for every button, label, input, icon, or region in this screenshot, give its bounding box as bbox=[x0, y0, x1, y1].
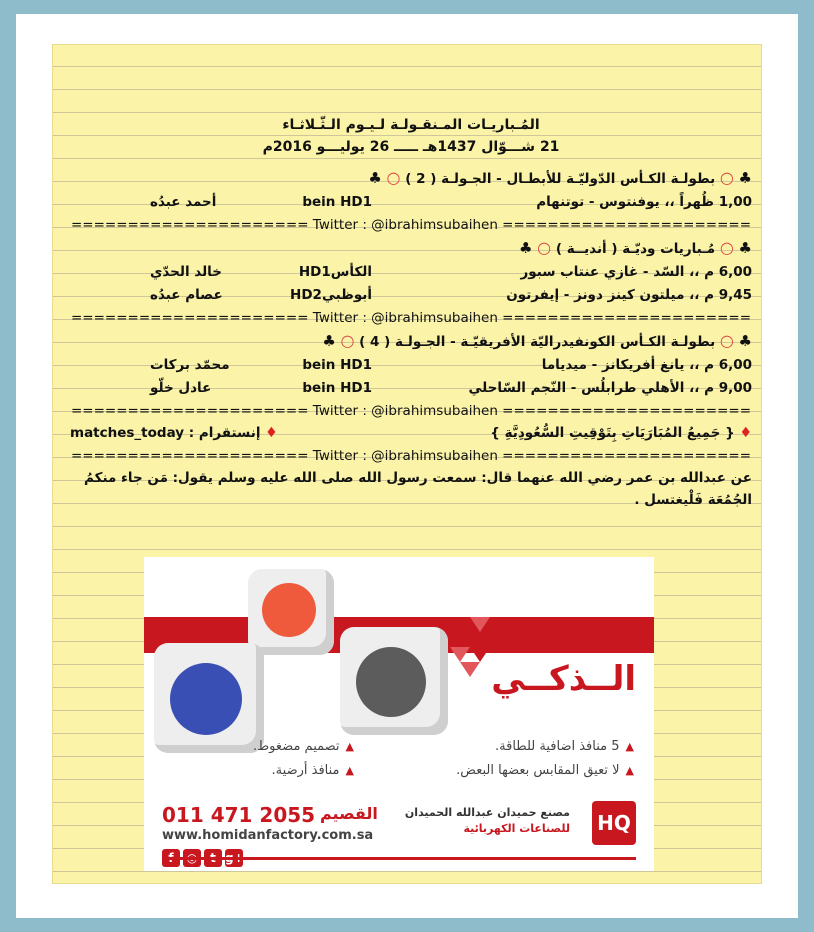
club-icon: ♣ bbox=[738, 239, 752, 257]
feature-item bbox=[384, 759, 634, 783]
diamond-icon: ♦ bbox=[265, 425, 278, 441]
feature-text: لا تعيق المقابس بعضها البعض. bbox=[456, 763, 620, 778]
match-commentator: خالد الحدّي bbox=[150, 264, 222, 280]
socket bbox=[170, 663, 242, 735]
hq-logo: HQ bbox=[592, 801, 636, 845]
circle-icon: ○ bbox=[719, 238, 734, 257]
match-commentator: محمّد بركات bbox=[150, 357, 230, 373]
feature-item bbox=[154, 759, 354, 783]
triangle-bullet-icon: ▲ bbox=[625, 740, 634, 753]
match-channel: الكأسHD1 bbox=[298, 264, 372, 280]
section-heading bbox=[70, 329, 752, 354]
grey-cube-image bbox=[340, 627, 448, 735]
page-title: المُـباريـات المـنقـولـة لـيـوم الـثّـلاثـاء bbox=[282, 117, 540, 133]
club-icon: ♣ bbox=[519, 239, 533, 257]
triangle-bullet-icon: ▲ bbox=[345, 740, 354, 753]
match-commentator: عصام عبدُه bbox=[150, 287, 223, 303]
section-title: مُـباريات وديّـة ( أنديــة ) bbox=[555, 241, 716, 257]
notebook-page bbox=[52, 44, 762, 884]
ad-title-line: المكعب bbox=[513, 615, 636, 655]
saudi-time-text: { جَمِيعُ المُبَارَيَاتِ بِتَوْقِيتِ السُّعُودِيَّةِ } bbox=[490, 425, 735, 441]
triangle-pattern-icon bbox=[450, 617, 490, 687]
match-channel: أبوظبيHD2 bbox=[290, 287, 372, 303]
ad-title bbox=[491, 613, 636, 701]
twitter-separator: ===================== Twitter : @ibrahimsubaihen ====================== bbox=[70, 310, 752, 326]
section-title: بطولـة الكـأس الكونفيدراليّة الأفريقيّـة - الجـولـة ( 4 ) bbox=[359, 334, 716, 350]
saudi-time-note bbox=[490, 422, 752, 445]
match-commentator: أحمد عبدُه bbox=[150, 194, 217, 210]
feature-text: تصميم مضغوط. bbox=[253, 739, 340, 754]
ad-title-line: الــذكــي bbox=[491, 659, 636, 699]
ad-bottom-line bbox=[162, 857, 636, 860]
socket bbox=[356, 647, 426, 717]
twitter-separator: ===================== Twitter : @ibrahimsubaihen ====================== bbox=[70, 217, 752, 233]
phone-number[interactable]: 011 471 2055 bbox=[162, 803, 316, 827]
triangle-bullet-icon: ▲ bbox=[625, 764, 634, 777]
instagram-handle[interactable] bbox=[70, 422, 278, 445]
club-icon: ♣ bbox=[368, 169, 382, 187]
match-channel: bein HD1 bbox=[302, 194, 372, 210]
orange-cube-image bbox=[248, 569, 334, 655]
feature-item bbox=[384, 735, 634, 759]
features-list-left bbox=[154, 735, 354, 783]
circle-icon: ○ bbox=[719, 331, 734, 350]
factory-subtitle: للصناعات الكهربائية bbox=[463, 822, 570, 835]
club-icon: ♣ bbox=[738, 332, 752, 350]
section-heading bbox=[70, 236, 752, 261]
schedule-content bbox=[70, 114, 752, 511]
match-channel: bein HD1 bbox=[302, 380, 372, 396]
smart-cube-advert[interactable] bbox=[144, 557, 654, 871]
match-time: 9,45 م ،، ميلتون كينز دونز - إيفرتون bbox=[506, 287, 752, 303]
match-row bbox=[70, 377, 752, 400]
section-heading bbox=[70, 166, 752, 191]
instagram-text: إنستقرام : matches_today bbox=[70, 425, 261, 441]
circle-icon: ○ bbox=[537, 238, 552, 257]
match-row bbox=[70, 261, 752, 284]
twitter-separator: ===================== Twitter : @ibrahimsubaihen ====================== bbox=[70, 403, 752, 419]
club-icon: ♣ bbox=[322, 332, 336, 350]
feature-text: منافذ أرضية. bbox=[271, 763, 340, 778]
club-icon: ♣ bbox=[738, 169, 752, 187]
match-row bbox=[70, 191, 752, 214]
hadith-text: عن عبدالله بن عمر رضي الله عنهما قال: سمعت رسول الله صلى الله عليه وسلم يقول: مَن جاء منكمُ الجُمُعَة فَلْيغتسل . bbox=[84, 470, 752, 508]
feature-item bbox=[154, 735, 354, 759]
triangle-bullet-icon: ▲ bbox=[345, 764, 354, 777]
city-label: القصيم bbox=[320, 804, 378, 823]
match-time: 6,00 م ،، السّد - غازي عنتاب سبور bbox=[520, 264, 752, 280]
circle-icon: ○ bbox=[340, 331, 355, 350]
match-time: 1,00 ظُهراً ،، يوفنتوس - توتنهام bbox=[536, 194, 752, 210]
match-time: 9,00 م ،، الأهلي طرابلُس - النّجم السّاحلي bbox=[468, 380, 752, 396]
match-row bbox=[70, 284, 752, 307]
match-time: 6,00 م ،، يانغ أفريكانز - ميدياما bbox=[541, 357, 752, 373]
match-channel: bein HD1 bbox=[302, 357, 372, 373]
feature-text: 5 منافذ اضافية للطاقة. bbox=[495, 739, 620, 754]
circle-icon: ○ bbox=[386, 168, 401, 187]
twitter-separator: ===================== Twitter : @ibrahimsubaihen ====================== bbox=[70, 448, 752, 464]
match-row bbox=[70, 354, 752, 377]
factory-title: مصنع حميدان عبدالله الحميدان bbox=[404, 806, 570, 819]
match-commentator: عادل خلّو bbox=[150, 380, 212, 396]
website-link[interactable]: www.homidanfactory.com.sa bbox=[162, 828, 374, 843]
socket bbox=[262, 583, 316, 637]
circle-icon: ○ bbox=[719, 168, 734, 187]
factory-name bbox=[405, 805, 570, 837]
features-list-right bbox=[384, 735, 634, 783]
section-title: بطولـة الكـأس الدّوليّـة للأبطـال - الجـولـة ( 2 ) bbox=[405, 171, 716, 187]
saudi-time-note-row bbox=[70, 422, 752, 445]
diamond-icon: ♦ bbox=[739, 425, 752, 441]
date-line: 21 شـــوّال 1437هـ ـــــ 26 يوليـــو 2016م bbox=[262, 139, 560, 155]
